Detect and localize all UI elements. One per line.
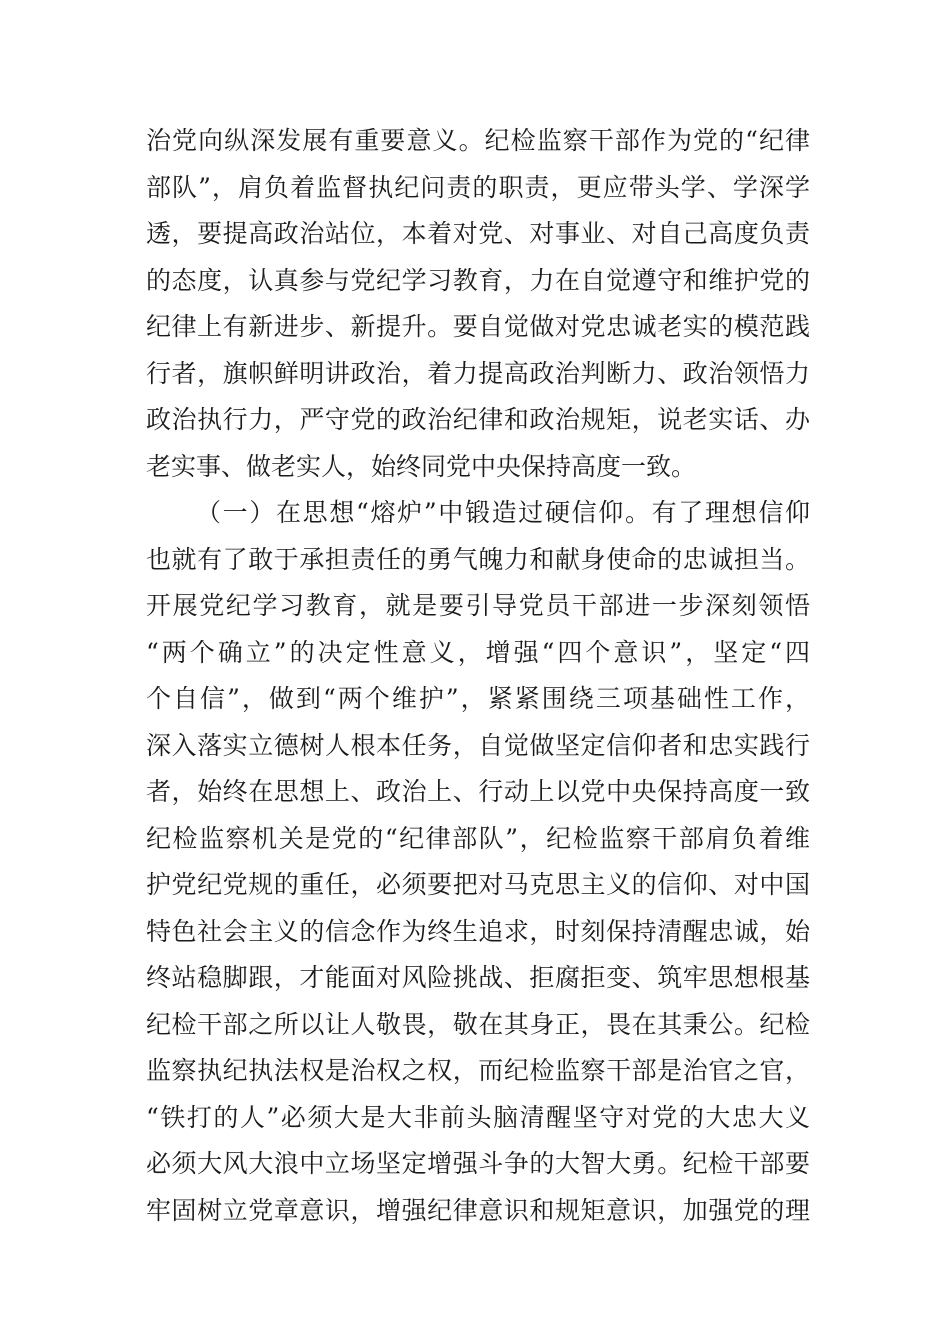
- text-line: 治党向纵深发展有重要意义。纪检监察干部作为党的“纪律: [146, 126, 810, 155]
- text-line: 也就有了敢于承担责任的勇气魄力和献身使命的忠诚担当。: [146, 544, 810, 574]
- text-line: （一）在思想“熔炉”中锻造过硬信仰。有了理想信仰: [196, 498, 810, 527]
- text-line: 透，要提高政治站位，本着对党、对事业、对自己高度负责: [146, 219, 810, 248]
- text-line: 牢固树立党章意识，增强纪律意识和规矩意识，加强党的理: [146, 1195, 810, 1225]
- text-line: 个自信”，做到“两个维护”，紧紧围绕三项基础性工作，: [146, 684, 810, 713]
- text-line: 者，始终在思想上、政治上、行动上以党中央保持高度一致: [146, 777, 810, 806]
- text-line: 必须大风大浪中立场坚定增强斗争的大智大勇。纪检干部要: [146, 1149, 810, 1178]
- text-line: 行者，旗帜鲜明讲政治，着力提高政治判断力、政治领悟力: [146, 358, 810, 388]
- text-line: “两个确立”的决定性意义，增强“四个意识”，坚定“四: [146, 637, 810, 667]
- text-line: 深入落实立德树人根本任务，自觉做坚定信仰者和忠实践行: [146, 730, 810, 760]
- text-line: 纪检干部之所以让人敬畏，敬在其身正，畏在其秉公。纪检: [146, 1009, 810, 1039]
- text-line: “铁打的人”必须大是大非前头脑清醒坚守对党的大忠大义: [146, 1102, 810, 1132]
- text-line: 的态度，认真参与党纪学习教育，力在自觉遵守和维护党的: [146, 265, 810, 295]
- text-line: 纪律上有新进步、新提升。要自觉做对党忠诚老实的模范践: [146, 312, 810, 341]
- text-line: 老实事、做老实人，始终同党中央保持高度一致。: [146, 451, 697, 481]
- text-line: 监察执纪执法权是治权之权，而纪检监察干部是治官之官，: [146, 1056, 810, 1085]
- text-line: 终站稳脚跟，才能面对风险挑战、拒腐拒变、筑牢思想根基: [146, 963, 810, 992]
- text-line: 部队”，肩负着监督执纪问责的职责，更应带头学、学深学: [146, 172, 810, 202]
- text-line: 护党纪党规的重任，必须要把对马克思主义的信仰、对中国: [146, 870, 810, 899]
- body-text: [146, 118, 810, 1234]
- text-line: 开展党纪学习教育，就是要引导党员干部进一步深刻领悟: [146, 591, 810, 620]
- text-line: 政治执行力，严守党的政治纪律和政治规矩，说老实话、办: [146, 405, 810, 434]
- text-line: 特色社会主义的信念作为终生追求，时刻保持清醒忠诚，始: [146, 916, 810, 946]
- text-line: 纪检监察机关是党的“纪律部队”，纪检监察干部肩负着维: [146, 823, 810, 853]
